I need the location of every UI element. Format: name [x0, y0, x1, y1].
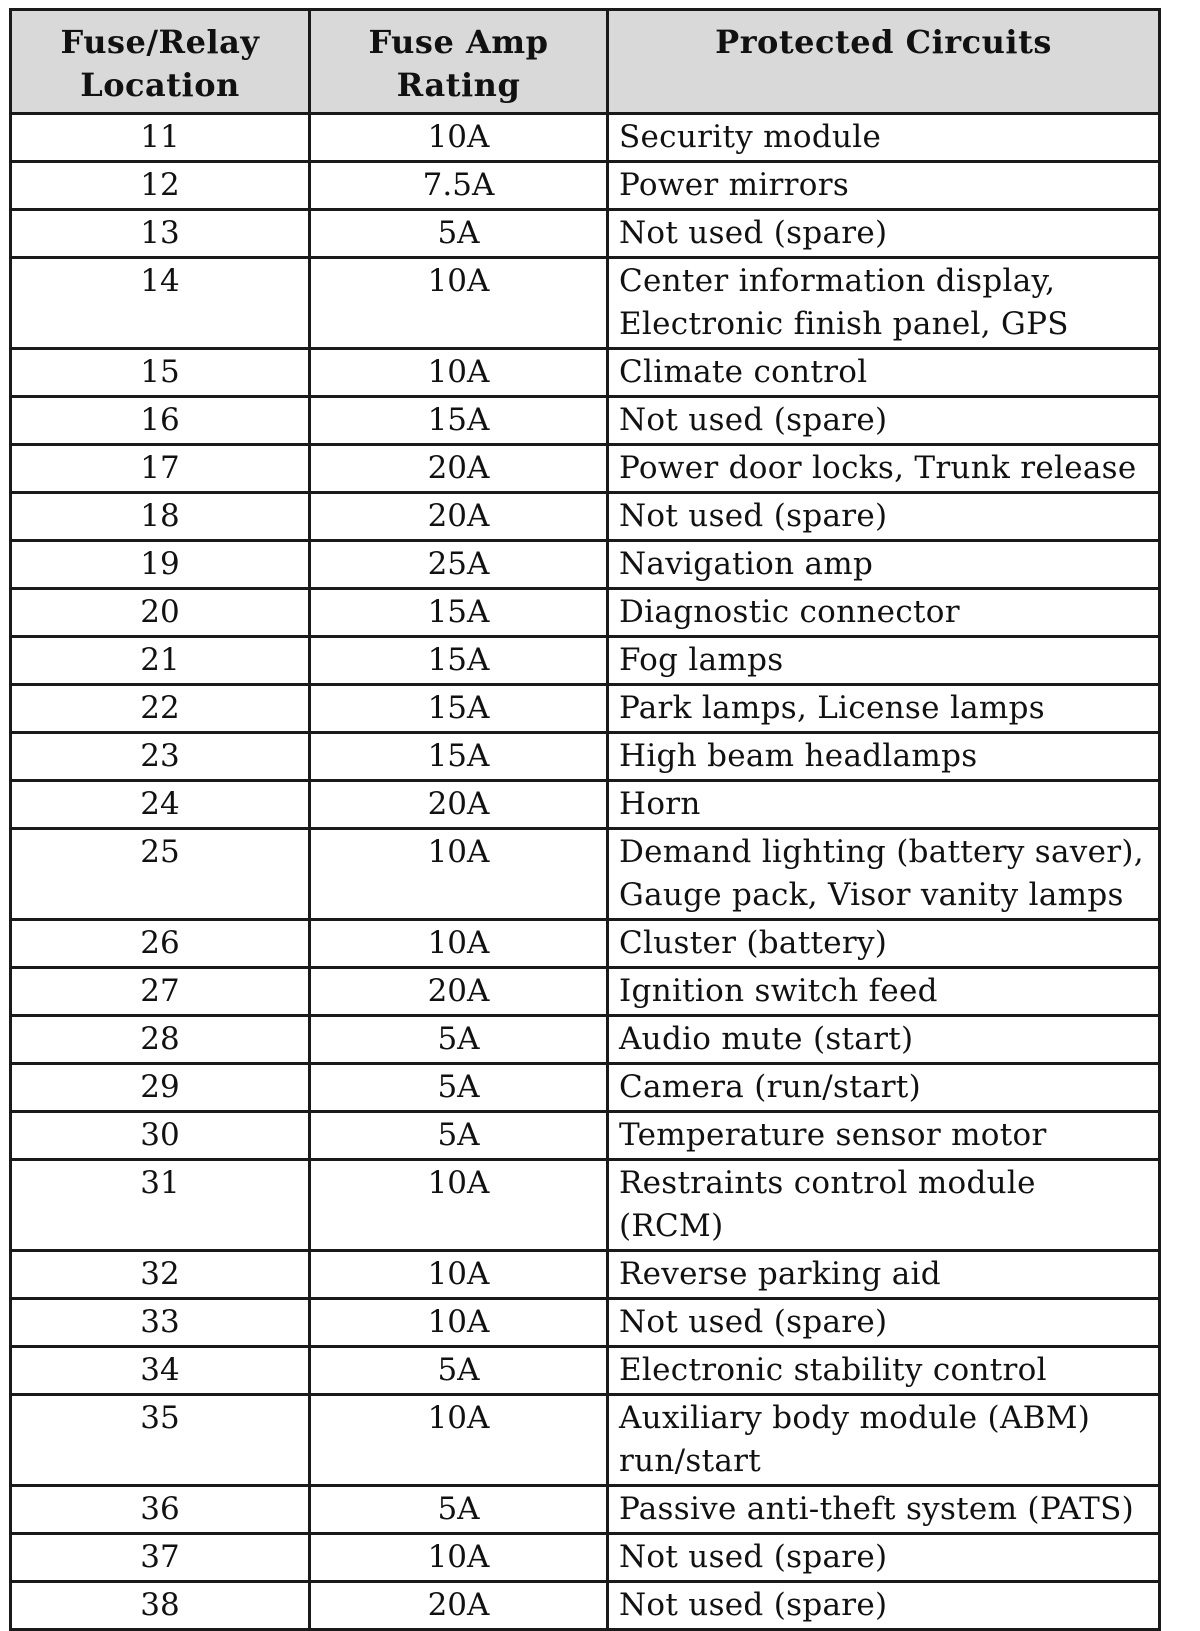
amp-rating-cell: 5A	[310, 1486, 608, 1534]
protected-circuits-cell: Park lamps, License lamps	[608, 685, 1160, 733]
amp-rating-cell: 20A	[310, 493, 608, 541]
table-row	[11, 685, 1160, 733]
header-row	[11, 10, 1160, 114]
amp-rating-cell: 10A	[310, 1299, 608, 1347]
table-row	[11, 1582, 1160, 1630]
table-body	[11, 114, 1160, 1630]
table-row	[11, 733, 1160, 781]
fuse-location-cell: 24	[11, 781, 310, 829]
protected-circuits-cell: Not used (spare)	[608, 1582, 1160, 1630]
fuse-location-cell: 16	[11, 397, 310, 445]
amp-rating-cell: 15A	[310, 589, 608, 637]
protected-circuits-cell: Climate control	[608, 349, 1160, 397]
table-row	[11, 349, 1160, 397]
fuse-location-cell: 33	[11, 1299, 310, 1347]
fuse-location-cell: 32	[11, 1251, 310, 1299]
amp-rating-cell: 15A	[310, 733, 608, 781]
amp-rating-cell: 10A	[310, 829, 608, 920]
table-row	[11, 968, 1160, 1016]
amp-rating-cell: 10A	[310, 1534, 608, 1582]
amp-rating-cell: 25A	[310, 541, 608, 589]
protected-circuits-cell: Not used (spare)	[608, 210, 1160, 258]
protected-circuits-cell: Restraints control module (RCM)	[608, 1160, 1160, 1251]
table-row	[11, 1299, 1160, 1347]
table-row	[11, 781, 1160, 829]
amp-rating-cell: 20A	[310, 445, 608, 493]
protected-circuits-cell: Not used (spare)	[608, 397, 1160, 445]
fuse-location-cell: 27	[11, 968, 310, 1016]
fuse-location-cell: 26	[11, 920, 310, 968]
table-row	[11, 397, 1160, 445]
table-row	[11, 1016, 1160, 1064]
fuse-location-cell: 28	[11, 1016, 310, 1064]
protected-circuits-cell: Ignition switch feed	[608, 968, 1160, 1016]
table-row	[11, 1534, 1160, 1582]
protected-circuits-cell: Electronic stability control	[608, 1347, 1160, 1395]
protected-circuits-cell: Fog lamps	[608, 637, 1160, 685]
table-header	[11, 10, 1160, 114]
protected-circuits-cell: Camera (run/start)	[608, 1064, 1160, 1112]
amp-rating-cell: 10A	[310, 1251, 608, 1299]
table-row	[11, 1486, 1160, 1534]
table-row	[11, 1347, 1160, 1395]
table-row	[11, 258, 1160, 349]
protected-circuits-cell: High beam headlamps	[608, 733, 1160, 781]
table-row	[11, 920, 1160, 968]
amp-rating-cell: 5A	[310, 1016, 608, 1064]
amp-rating-cell: 10A	[310, 349, 608, 397]
protected-circuits-cell: Auxiliary body module (ABM) run/start	[608, 1395, 1160, 1486]
fuse-location-cell: 12	[11, 162, 310, 210]
amp-rating-cell: 20A	[310, 968, 608, 1016]
header-amp-rating: Fuse Amp Rating	[310, 10, 608, 114]
amp-rating-cell: 20A	[310, 781, 608, 829]
amp-rating-cell: 5A	[310, 1064, 608, 1112]
table-row	[11, 114, 1160, 162]
table-row	[11, 1251, 1160, 1299]
fuse-location-cell: 20	[11, 589, 310, 637]
amp-rating-cell: 7.5A	[310, 162, 608, 210]
fuse-location-cell: 15	[11, 349, 310, 397]
amp-rating-cell: 5A	[310, 1112, 608, 1160]
table-row	[11, 829, 1160, 920]
fuse-location-cell: 17	[11, 445, 310, 493]
fuse-location-cell: 35	[11, 1395, 310, 1486]
fuse-location-cell: 38	[11, 1582, 310, 1630]
fuse-location-cell: 13	[11, 210, 310, 258]
table-row	[11, 1112, 1160, 1160]
protected-circuits-cell: Not used (spare)	[608, 493, 1160, 541]
table-row	[11, 541, 1160, 589]
protected-circuits-cell: Passive anti-theft system (PATS)	[608, 1486, 1160, 1534]
fuse-location-cell: 21	[11, 637, 310, 685]
protected-circuits-cell: Not used (spare)	[608, 1299, 1160, 1347]
fuse-location-cell: 30	[11, 1112, 310, 1160]
fuse-location-cell: 29	[11, 1064, 310, 1112]
protected-circuits-cell: Security module	[608, 114, 1160, 162]
table-row	[11, 589, 1160, 637]
protected-circuits-cell: Power door locks, Trunk release	[608, 445, 1160, 493]
table-row	[11, 210, 1160, 258]
fuse-location-cell: 19	[11, 541, 310, 589]
header-location: Fuse/Relay Location	[11, 10, 310, 114]
amp-rating-cell: 10A	[310, 1160, 608, 1251]
protected-circuits-cell: Demand lighting (battery saver), Gauge pack, Visor vanity lamps	[608, 829, 1160, 920]
table-row	[11, 493, 1160, 541]
fuse-table-page	[9, 8, 1158, 1631]
table-row	[11, 1160, 1160, 1251]
fuse-location-cell: 23	[11, 733, 310, 781]
amp-rating-cell: 5A	[310, 1347, 608, 1395]
fuse-table	[9, 8, 1161, 1631]
protected-circuits-cell: Cluster (battery)	[608, 920, 1160, 968]
table-row	[11, 1064, 1160, 1112]
fuse-location-cell: 31	[11, 1160, 310, 1251]
fuse-location-cell: 18	[11, 493, 310, 541]
table-row	[11, 1395, 1160, 1486]
protected-circuits-cell: Navigation amp	[608, 541, 1160, 589]
protected-circuits-cell: Temperature sensor motor	[608, 1112, 1160, 1160]
amp-rating-cell: 10A	[310, 258, 608, 349]
protected-circuits-cell: Reverse parking aid	[608, 1251, 1160, 1299]
fuse-location-cell: 22	[11, 685, 310, 733]
fuse-location-cell: 34	[11, 1347, 310, 1395]
amp-rating-cell: 20A	[310, 1582, 608, 1630]
protected-circuits-cell: Horn	[608, 781, 1160, 829]
amp-rating-cell: 15A	[310, 397, 608, 445]
amp-rating-cell: 5A	[310, 210, 608, 258]
amp-rating-cell: 10A	[310, 114, 608, 162]
table-row	[11, 162, 1160, 210]
amp-rating-cell: 15A	[310, 637, 608, 685]
fuse-location-cell: 25	[11, 829, 310, 920]
protected-circuits-cell: Center information display, Electronic finish panel, GPS	[608, 258, 1160, 349]
protected-circuits-cell: Not used (spare)	[608, 1534, 1160, 1582]
fuse-location-cell: 36	[11, 1486, 310, 1534]
table-row	[11, 445, 1160, 493]
protected-circuits-cell: Diagnostic connector	[608, 589, 1160, 637]
protected-circuits-cell: Power mirrors	[608, 162, 1160, 210]
fuse-location-cell: 11	[11, 114, 310, 162]
protected-circuits-cell: Audio mute (start)	[608, 1016, 1160, 1064]
amp-rating-cell: 10A	[310, 920, 608, 968]
fuse-location-cell: 14	[11, 258, 310, 349]
table-row	[11, 637, 1160, 685]
header-protected-circuits: Protected Circuits	[608, 10, 1160, 114]
fuse-location-cell: 37	[11, 1534, 310, 1582]
amp-rating-cell: 10A	[310, 1395, 608, 1486]
amp-rating-cell: 15A	[310, 685, 608, 733]
